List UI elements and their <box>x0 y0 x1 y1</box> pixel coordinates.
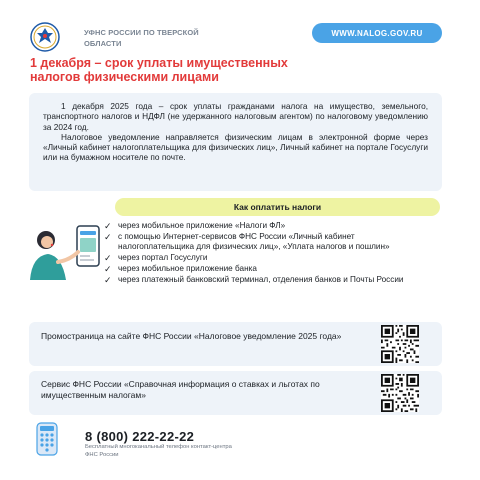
rates-benefits-card[interactable] <box>29 371 442 415</box>
hotline-phone-number[interactable]: 8 (800) 222-22-22 <box>85 429 195 444</box>
check-icon: ✓ <box>104 274 112 285</box>
pay-method-text: с помощью Интернет-сервисов ФНС России «Личный кабинет налогоплательщика для физических лиц», «Уплата налогов и пошлин» <box>118 231 390 252</box>
check-icon: ✓ <box>104 221 112 231</box>
check-icon: ✓ <box>104 231 112 242</box>
pay-method-text: через платежный банковский терминал, отделения банков и Почты России <box>118 274 404 284</box>
promo-page-card[interactable] <box>29 322 442 366</box>
pay-method-text: через мобильное приложение банка <box>118 263 257 273</box>
pay-method-item <box>104 275 404 286</box>
pay-methods-list <box>104 221 404 285</box>
pay-method-item <box>104 253 404 264</box>
fns-emblem-icon <box>30 22 60 52</box>
page-title-line2: налогов физическими лицами <box>30 70 219 84</box>
woman-with-phone-illustration-icon <box>22 222 112 282</box>
qr-code-icon[interactable] <box>381 374 419 412</box>
qr-code-icon[interactable] <box>381 325 419 363</box>
intro-box <box>29 93 442 191</box>
promo-page-card-text: Промостраница на сайте ФНС России «Налоговое уведомление 2025 года» <box>41 331 342 341</box>
pay-method-item <box>104 221 404 232</box>
pay-method-text: через мобильное приложение «Налоги ФЛ» <box>118 221 286 230</box>
check-icon: ✓ <box>104 253 112 264</box>
pay-method-item <box>104 264 404 275</box>
check-icon: ✓ <box>104 263 112 274</box>
agency-name <box>84 27 224 49</box>
pay-method-item <box>104 232 404 253</box>
intro-paragraph-2: Налоговое уведомление направляется физическим лицам в электронной форме через «Личный кабинет налогоплательщика для физических лиц», Личный кабинет на портале Госуслуги или на бумажном носителе по почте. <box>43 131 428 163</box>
agency-name-line2: ОБЛАСТИ <box>84 39 122 48</box>
page-title-line1: 1 декабря – срок уплаты имущественных <box>30 56 288 70</box>
hotline-caption: Бесплатный многоканальный телефон контакт-центра ФНС России <box>85 444 232 458</box>
phone-keypad-icon <box>30 422 64 456</box>
website-link[interactable]: WWW.NALOG.GOV.RU <box>312 23 442 43</box>
rates-benefits-card-text: Сервис ФНС России «Справочная информация о ставках и льготах по имущественным налогам» <box>41 379 320 400</box>
agency-name-line1: УФНС РОССИИ ПО ТВЕРСКОЙ <box>84 28 199 37</box>
page-title <box>30 56 375 84</box>
pay-method-text: через портал Госуслуги <box>118 253 208 263</box>
how-to-pay-heading: Как оплатить налоги <box>115 198 440 216</box>
intro-paragraph-1: 1 декабря 2025 года – срок уплаты гражданами налога на имущество, земельного, транспортного налогов и НДФЛ (не удержанного налоговым агентом) по налоговому уведомлению за 2024 год. <box>43 101 428 132</box>
